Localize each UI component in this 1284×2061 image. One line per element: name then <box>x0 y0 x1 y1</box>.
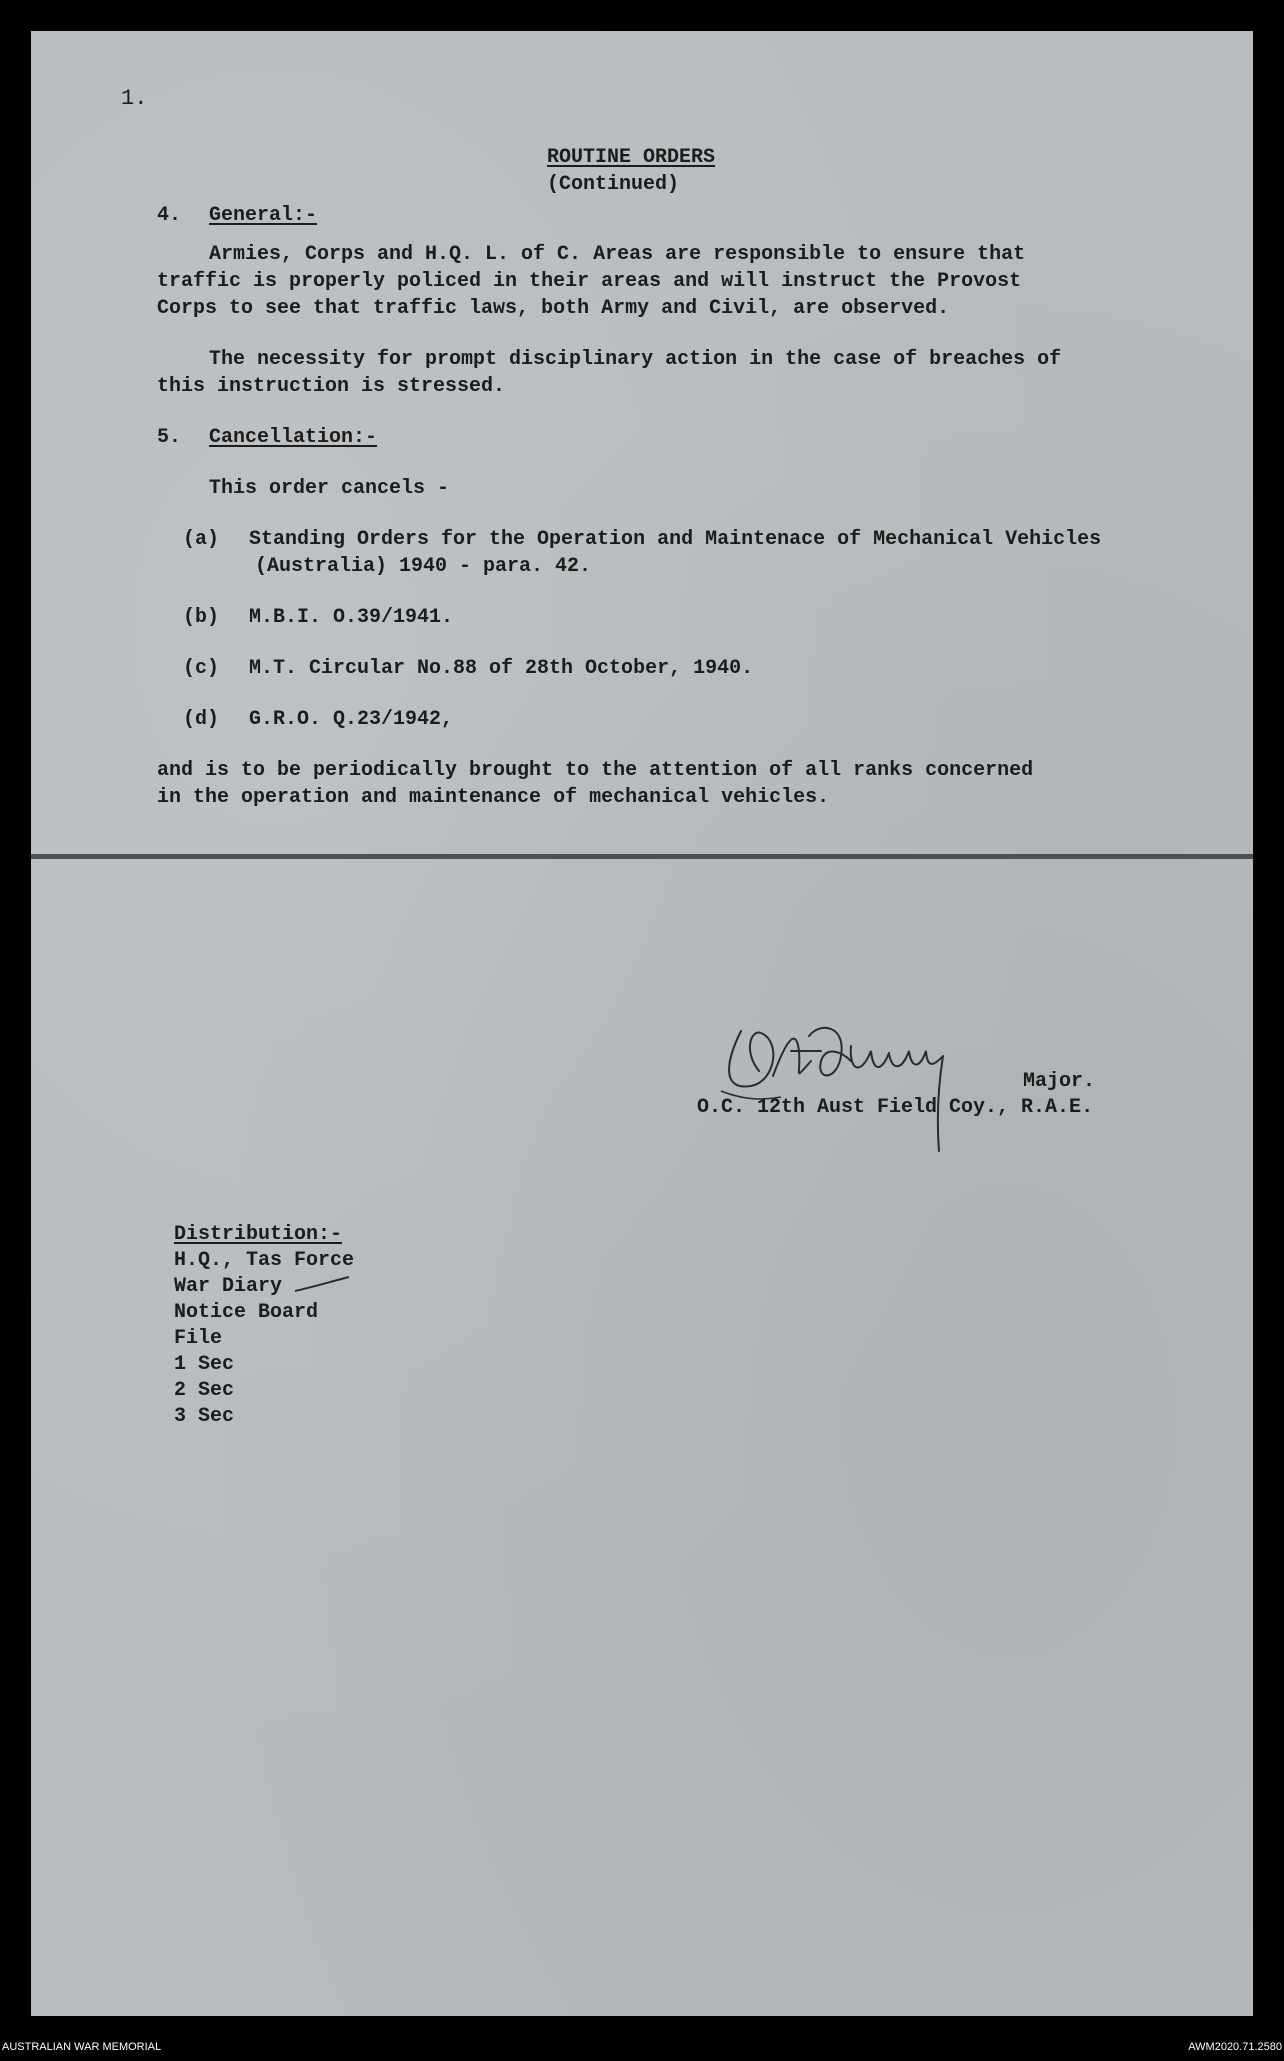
section-4-para1-line3: Corps to see that traffic laws, both Army and Civil, are observed. <box>157 297 950 320</box>
signature-rank: Major. <box>1023 1070 1096 1093</box>
fold-line-divider <box>31 854 1253 859</box>
section-5-closing-line1: and is to be periodically brought to the attention of all ranks concerned <box>157 759 1034 782</box>
section-4-para1-line1: Armies, Corps and H.Q. L. of C. Areas are responsible to ensure that <box>209 243 1026 266</box>
cancel-item-b-label: (b) <box>183 606 220 629</box>
section-5-closing-line2: in the operation and maintenance of mechanical vehicles. <box>157 786 830 809</box>
section-5-number: 5. <box>157 426 182 449</box>
section-4-para1-line2: traffic is properly policed in their areas and will instruct the Provost <box>157 270 1022 293</box>
cancel-item-a-line2: (Australia) 1940 - para. 42. <box>255 555 592 578</box>
document-title <box>499 117 715 225</box>
document-sheet <box>31 31 1253 2016</box>
cancel-item-d-label: (d) <box>183 708 220 731</box>
distribution-entry: 1 Sec <box>174 1353 235 1376</box>
section-4-number: 4. <box>157 204 182 227</box>
section-5-heading: Cancellation:- <box>209 426 378 449</box>
cancel-item-a-label: (a) <box>183 528 220 551</box>
distribution-entry: 2 Sec <box>174 1379 235 1402</box>
handwritten-signature <box>681 981 1041 1161</box>
signature-unit: O.C. 12th Aust Field Coy., R.A.E. <box>697 1096 1094 1119</box>
section-5-intro: This order cancels - <box>209 477 450 500</box>
distribution-entry: 3 Sec <box>174 1405 235 1428</box>
distribution-entry: H.Q., Tas Force <box>174 1249 355 1272</box>
cancel-item-a-line1: Standing Orders for the Operation and Maintenace of Mechanical Vehicles <box>249 528 1102 551</box>
distribution-entry: File <box>174 1327 223 1350</box>
footer-right-id: AWM2020.71.2580 <box>1188 2041 1282 2053</box>
cancel-item-c-label: (c) <box>183 657 220 680</box>
section-4-para2-line1: The necessity for prompt disciplinary action in the case of breaches of <box>209 348 1062 371</box>
section-4-heading: General:- <box>209 204 318 227</box>
distribution-heading: Distribution:- <box>174 1223 343 1246</box>
cancel-item-d-line1: G.R.O. Q.23/1942, <box>249 708 454 731</box>
distribution-entry: Notice Board <box>174 1301 319 1324</box>
title-continued: (Continued) <box>547 173 680 196</box>
tick-mark <box>293 1275 353 1295</box>
title-text: ROUTINE ORDERS <box>547 146 716 169</box>
cancel-item-b-line1: M.B.I. O.39/1941. <box>249 606 454 629</box>
page-number-mark: 1. <box>121 86 148 111</box>
footer-left-credit: AUSTRALIAN WAR MEMORIAL <box>2 2041 162 2053</box>
cancel-item-c-line1: M.T. Circular No.88 of 28th October, 1940. <box>249 657 754 680</box>
section-4-para2-line2: this instruction is stressed. <box>157 375 506 398</box>
distribution-entry: War Diary <box>174 1275 283 1298</box>
